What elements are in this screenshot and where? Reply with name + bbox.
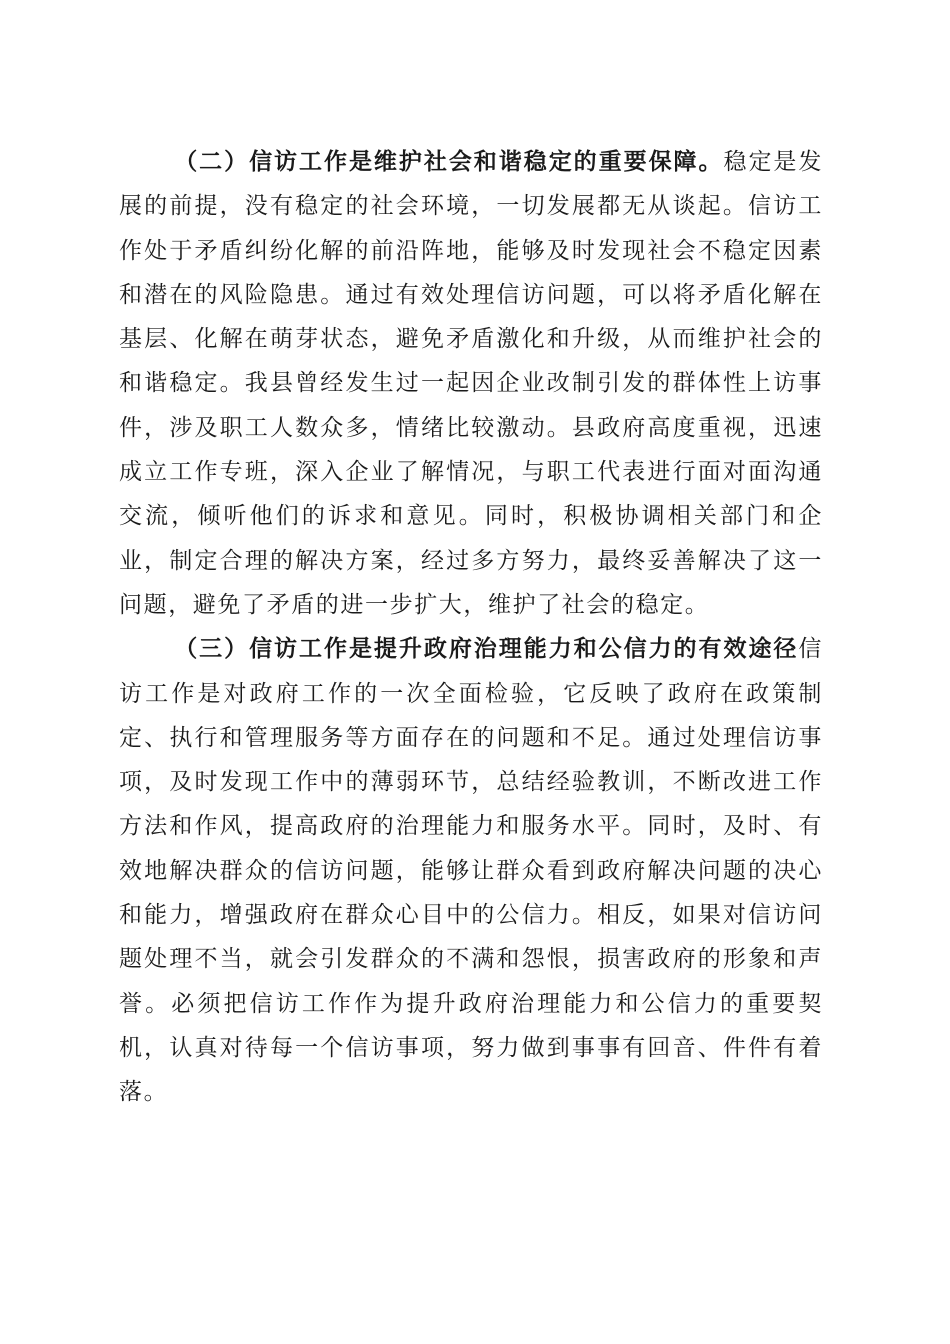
document-body xyxy=(119,140,823,1115)
section-heading-3: （三）信访工作是提升政府治理能力和公信力的有效途径 xyxy=(174,635,799,663)
section-heading-2: （二）信访工作是维护社会和谐稳定的重要保障。 xyxy=(174,148,724,175)
paragraph-section-3 xyxy=(119,627,823,1114)
paragraph-section-2 xyxy=(119,140,823,627)
section-body-2: 稳定是发展的前提，没有稳定的社会环境，一切发展都无从谈起。信访工作处于矛盾纠纷化解的前沿阵地，能够及时发现社会不稳定因素和潜在的风险隐患。通过有效处理信访问题，可以将矛盾化解在基层、化解在萌芽状态，避免矛盾激化和升级，从而维护社会的和谐稳定。我县曾经发生过一起因企业改制引发的群体性上访事件，涉及职工人数众多，情绪比较激动。县政府高度重视，迅速成立工作专班，深入企业了解情况，与职工代表进行面对面沟通交流，倾听他们的诉求和意见。同时，积极协调相关部门和企业，制定合理的解决方案，经过多方努力，最终妥善解决了这一问题，避免了矛盾的进一步扩大，维护了社会的稳定。 xyxy=(119,149,824,618)
section-body-3: 信访工作是对政府工作的一次全面检验，它反映了政府在政策制定、执行和管理服务等方面存在的问题和不足。通过处理信访事项，及时发现工作中的薄弱环节，总结经验教训，不断改进工作方法和作风，提高政府的治理能力和服务水平。同时，及时、有效地解决群众的信访问题，能够让群众看到政府解决问题的决心和能力，增强政府在群众心目中的公信力。相反，如果对信访问题处理不当，就会引发群众的不满和怨恨，损害政府的形象和声誉。必须把信访工作作为提升政府治理能力和公信力的重要契机，认真对待每一个信访事项，努力做到事事有回音、件件有着落。 xyxy=(119,636,823,1106)
